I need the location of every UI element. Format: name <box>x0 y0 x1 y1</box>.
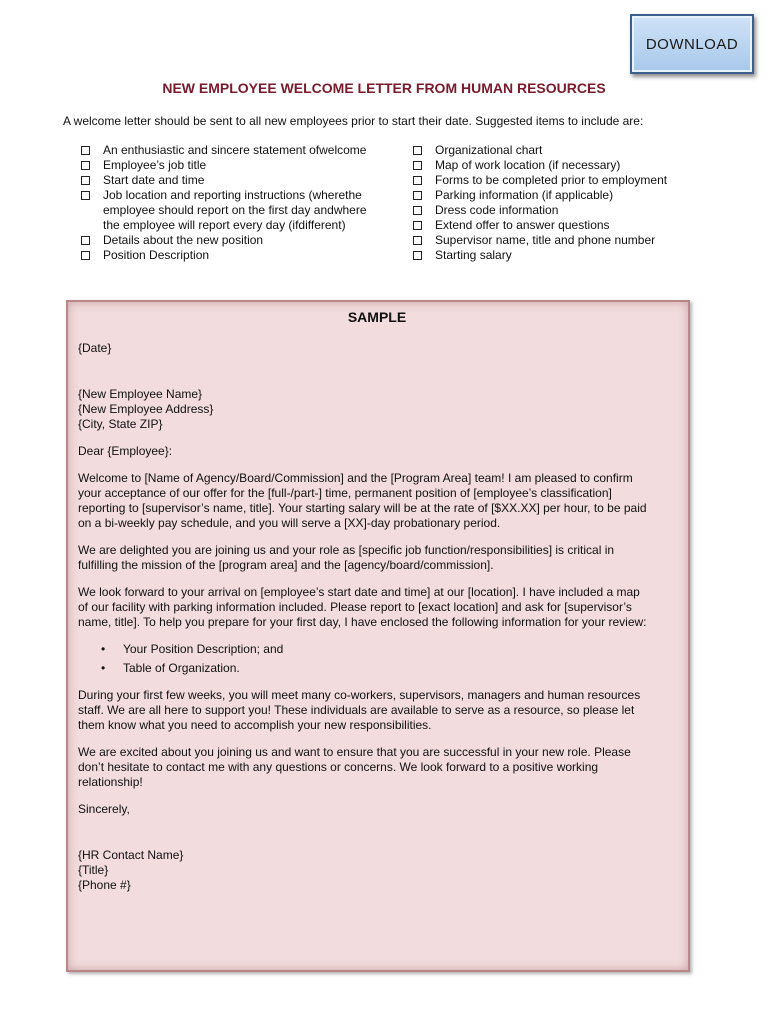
checklist-item-text: Map of work location (if necessary) <box>435 158 621 172</box>
checklist-item <box>412 203 712 218</box>
sample-heading: SAMPLE <box>347 309 407 325</box>
checklist-item-text: Starting salary <box>435 248 512 262</box>
text-line: {New Employee Address} <box>78 402 214 416</box>
checkbox-icon <box>413 236 422 245</box>
letter-date: {Date} <box>78 341 112 355</box>
checkbox-icon <box>81 191 90 200</box>
text-line: {Title} <box>78 863 109 877</box>
checkbox-icon <box>81 251 90 260</box>
text-line: them know what you need to accomplish your new responsibilities. <box>78 718 432 732</box>
checklist-item-text: welcome <box>319 143 367 157</box>
checklist-item <box>412 188 712 203</box>
sample-letter <box>66 300 690 972</box>
checklist-item <box>412 173 712 188</box>
checkbox-icon <box>81 161 90 170</box>
text-line: {Phone #} <box>78 878 131 892</box>
page-title: NEW EMPLOYEE WELCOME LETTER FROM HUMAN RESOURCES <box>162 80 606 96</box>
checklist-item <box>412 143 712 158</box>
checkbox-icon <box>413 146 422 155</box>
checkbox-icon <box>81 236 90 245</box>
checkbox-icon <box>413 161 422 170</box>
checklist-item <box>80 158 380 173</box>
letter-enclosure-list <box>78 642 676 676</box>
text-line: your acceptance of our offer for the [full-/part-] time, permanent position of [employee’s classification] <box>78 486 612 500</box>
checklist-item-text: Dress code information <box>435 203 559 217</box>
letter-salutation: Dear {Employee}: <box>78 444 173 458</box>
text-line: Welcome to [Name of Agency/Board/Commission] and the [Program Area] team! I am pleased to confirm <box>78 471 633 485</box>
text-line: {HR Contact Name} <box>78 848 184 862</box>
letter-address <box>78 387 676 432</box>
text-line: staff. We are all here to support you! These individuals are available to serve as a resource, so please let <box>78 703 635 717</box>
text-line: relationship! <box>78 775 143 789</box>
checklist-item-text: Details about the new position <box>103 233 264 247</box>
letter-paragraph-5 <box>78 745 676 790</box>
checklist-item-text: Employee’s job title <box>103 158 207 172</box>
checklist-item-text: An enthusiastic and sincere statement of <box>103 143 320 157</box>
text-line: We look forward to your arrival on [employee’s start date and time] at our [location]. I have included a map <box>78 585 640 599</box>
checklist-item-text: Position Description <box>103 248 210 262</box>
checkbox-icon <box>413 191 422 200</box>
letter-paragraph-4 <box>78 688 676 733</box>
text-line: of our facility with parking information included. Please report to [exact location] and ask for [supervisor’s <box>78 600 632 614</box>
checklist-item <box>412 158 712 173</box>
checklist-item <box>412 218 712 233</box>
text-line: name, title]. To help you prepare for your first day, I have enclosed the following information for your review: <box>78 615 647 629</box>
checkbox-icon <box>81 146 90 155</box>
letter-signature <box>78 848 676 893</box>
bullet-icon: • <box>101 661 106 675</box>
checklist-item-text: Start date and time <box>103 173 205 187</box>
checklist-item-text: the employee should report on the first day and <box>103 188 362 217</box>
text-line: We are excited about you joining us and want to ensure that you are successful in your new role. Please <box>78 745 631 759</box>
text-line: {City, State ZIP} <box>78 417 163 431</box>
checklist-item <box>412 233 712 248</box>
text-line: don’t hesitate to contact me with any questions or concerns. We look forward to a positive working <box>78 760 599 774</box>
text-line: {New Employee Name} <box>78 387 203 401</box>
enclosure-item-text: Table of Organization. <box>123 661 240 675</box>
text-line: on a bi-weekly pay schedule, and you will serve a [XX]-day probationary period. <box>78 516 501 530</box>
checklist-item-text: Extend offer to answer questions <box>435 218 610 232</box>
checklist-item-text: Forms to be completed prior to employment <box>435 173 668 187</box>
checklist-item-text: Supervisor name, title and phone number <box>435 233 656 247</box>
text-line: fulfilling the mission of the [program area] and the [agency/board/commission]. <box>78 558 494 572</box>
checklist-item <box>80 173 380 188</box>
checklist-item <box>80 143 380 158</box>
checklist-item-text: Parking information (if applicable) <box>435 188 614 202</box>
letter-closing: Sincerely, <box>78 802 130 816</box>
enclosure-item <box>78 661 676 676</box>
checklist-item-text: different) <box>298 218 346 232</box>
intro-text: A welcome letter should be sent to all new employees prior to start their date. Suggested items to include are: <box>63 114 644 128</box>
checklist-item <box>80 233 380 248</box>
letter-paragraph-1 <box>78 471 676 531</box>
enclosure-item-text: Your Position Description; and <box>123 642 284 656</box>
checklist-item-text: Organizational chart <box>435 143 543 157</box>
checklist-item-text: Job location and reporting instructions (where <box>103 188 346 202</box>
checkbox-icon <box>413 176 422 185</box>
checklist-item <box>412 248 712 263</box>
checklist-right <box>412 143 712 263</box>
bullet-icon: • <box>101 642 106 656</box>
text-line: We are delighted you are joining us and your role as [specific job function/responsibilities] is critical in <box>78 543 615 557</box>
checklist-item <box>80 248 380 263</box>
download-button[interactable]: DOWNLOAD <box>630 14 754 74</box>
letter-paragraph-2 <box>78 543 676 573</box>
checkbox-icon <box>413 206 422 215</box>
checklist-item-text: where the employee will report every day (if <box>103 203 367 232</box>
checklist-item <box>80 188 380 233</box>
text-line: reporting to [supervisor’s name, title]. Your starting salary will be at the rate of [$XX.XX] per hour, to be paid <box>78 501 647 515</box>
text-line: During your first few weeks, you will meet many co-workers, supervisors, managers and human resources <box>78 688 641 702</box>
letter-paragraph-3 <box>78 585 676 630</box>
enclosure-item <box>78 642 676 657</box>
checkbox-icon <box>413 221 422 230</box>
checklist-left <box>80 143 380 263</box>
checkbox-icon <box>81 176 90 185</box>
checkbox-icon <box>413 251 422 260</box>
